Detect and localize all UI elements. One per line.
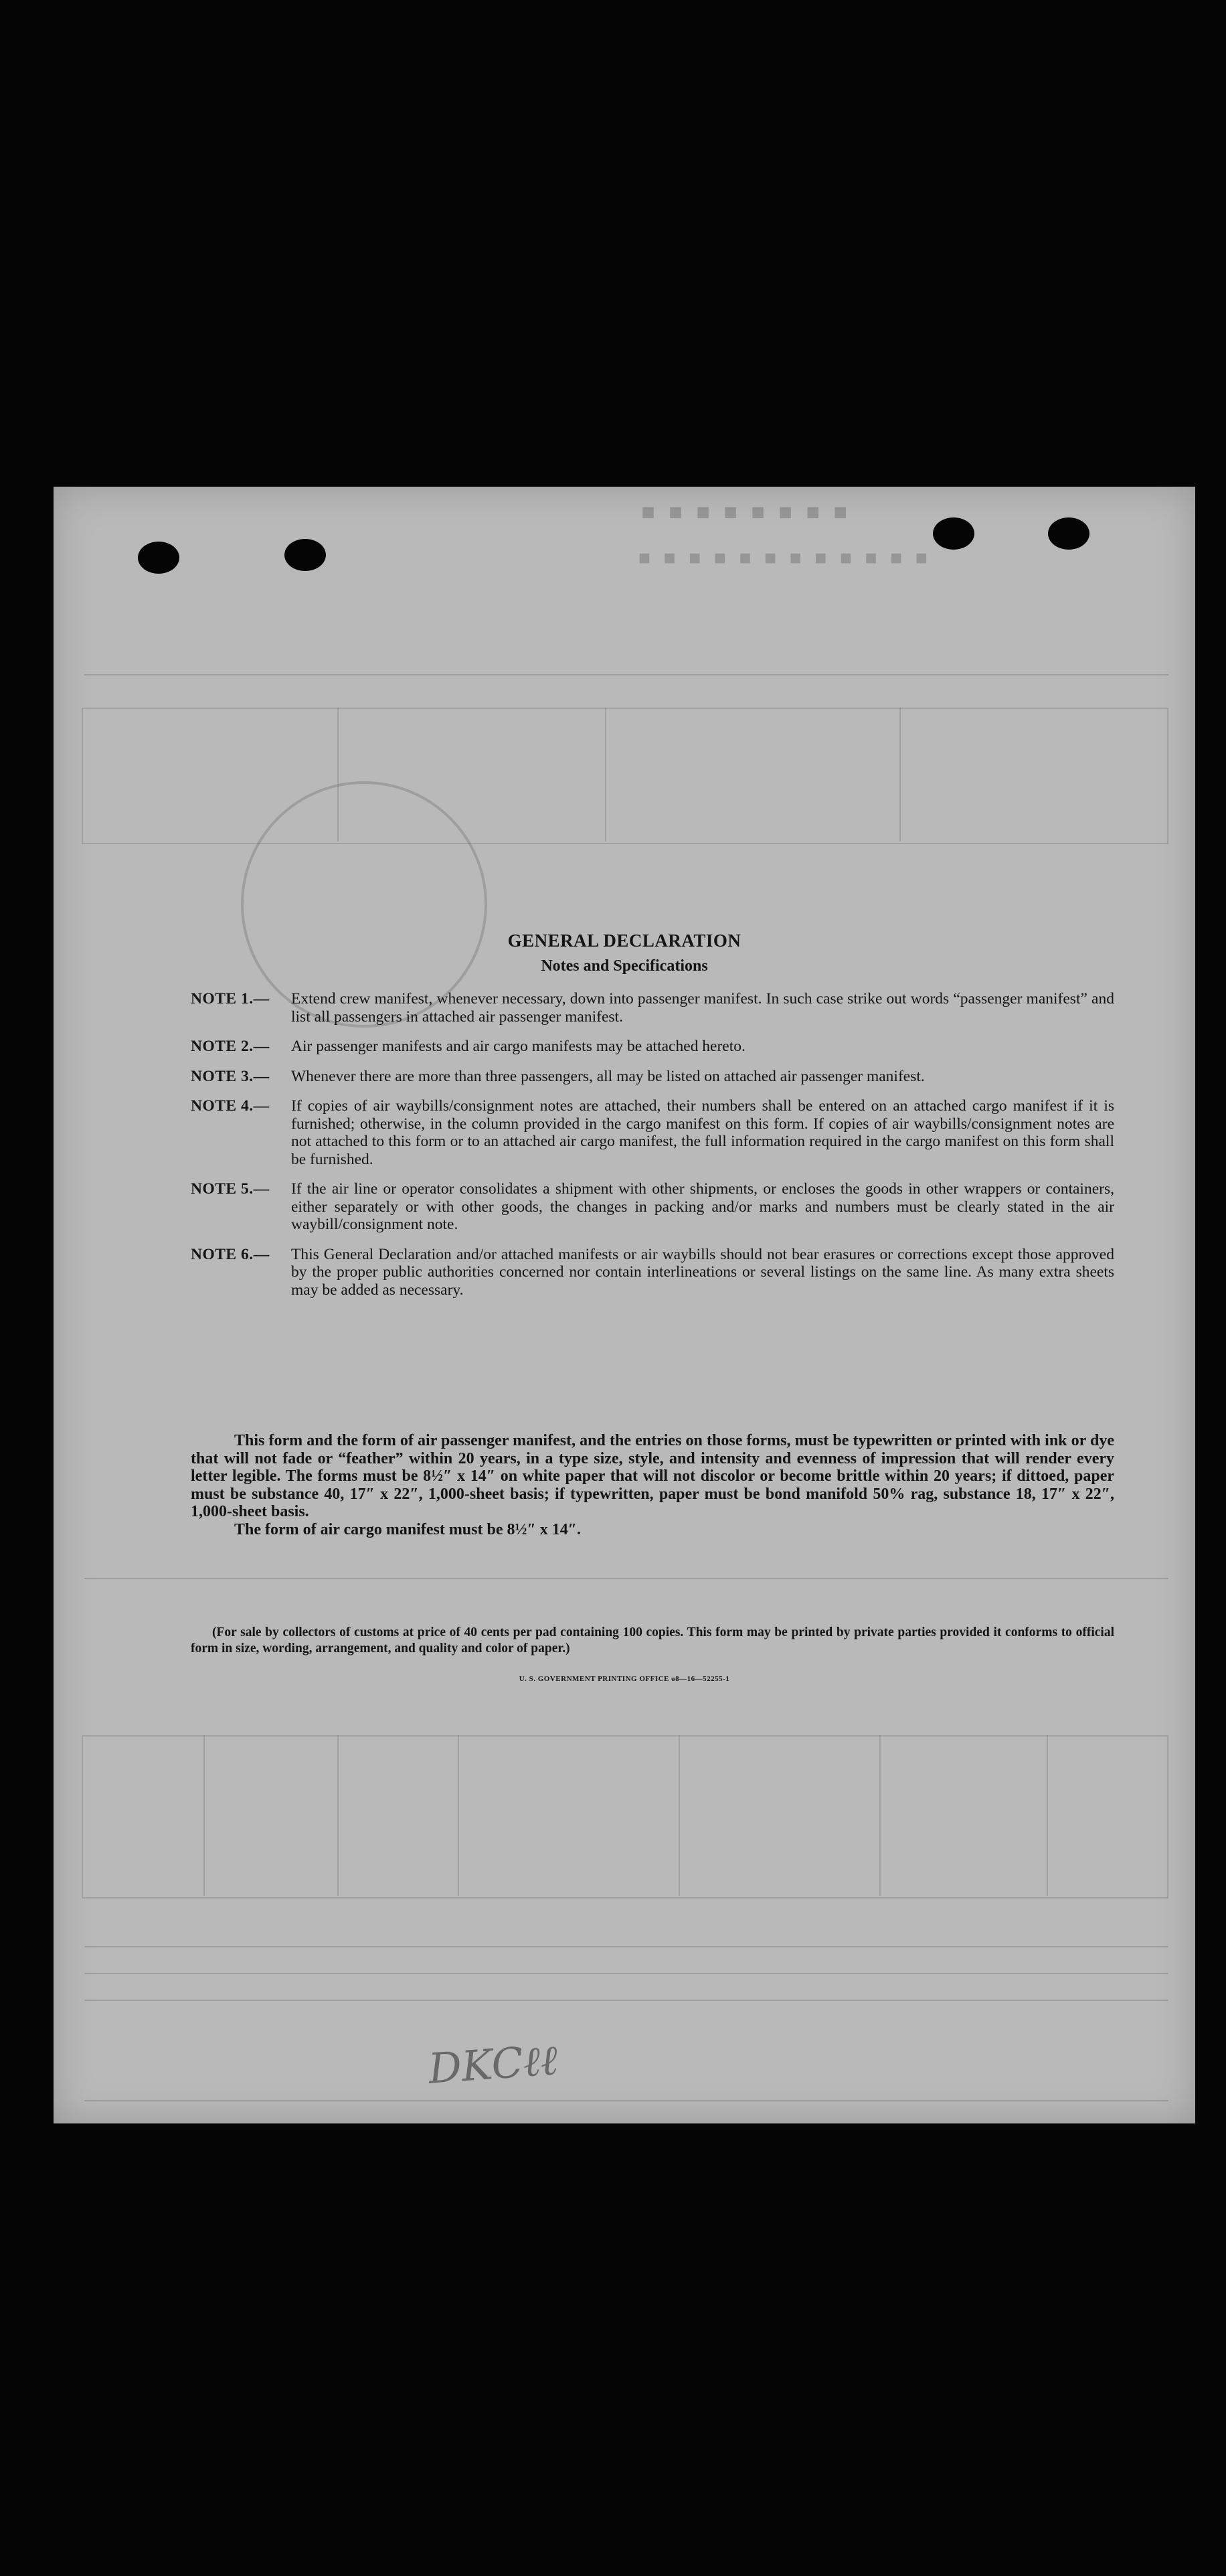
note-label: NOTE 6.— — [191, 1245, 270, 1263]
note-label: NOTE 4.— — [191, 1097, 270, 1115]
note-6 — [191, 1246, 1114, 1299]
note-label: NOTE 1.— — [191, 990, 270, 1008]
printer-imprint: U. S. GOVERNMENT PRINTING OFFICE o8—16—52255-1 — [519, 1675, 730, 1683]
note-4 — [191, 1097, 1114, 1168]
note-text: Whenever there are more than three passengers, all may be listed on attached air passenger manifest. — [291, 1067, 925, 1085]
signature-mark: DKCℓℓ — [426, 2035, 559, 2093]
form-specification — [191, 1432, 1114, 1538]
specification-text: This form and the form of air passenger manifest, and the entries on those forms, must be typewritten or printed with ink or dye that will not fade or “feather” within 20 years, in a type size, style, and intensity and evenness of impression that will render every letter legible. The forms must be 8½″ x 14″ on white paper that will not discolor or become brittle within 20 years; if dittoed, paper must be substance 40, 17″ x 22″, 1,000-sheet basis; if typewritten, paper must be bond manifold 50% rag, substance 18, 17″ x 22″, 1,000-sheet basis. — [191, 1432, 1114, 1520]
document-page — [54, 487, 1195, 2123]
note-text: If copies of air waybills/consignment notes are attached, their numbers shall be entered on an attached cargo manifest if it is furnished; otherwise, in the column provided in the cargo manifest on this form. If copies of air waybills/consignment notes are not attached to this form or to an attached air cargo manifest, the full information required in the cargo manifest on this form shall be furnished. — [291, 1097, 1114, 1168]
note-label: NOTE 5.— — [191, 1180, 270, 1198]
document-title: GENERAL DECLARATION — [507, 931, 741, 951]
note-text: Extend crew manifest, whenever necessary, down into passenger manifest. In such case strike out words “passenger manifest” and list all passengers in attached air passenger manifest. — [291, 990, 1114, 1026]
bleed-through-reverse-side: ■ ■ ■ ■ ■ ■ ■ ■ ■ ■ ■ ■ ■ ■ ■ ■ ■ ■ ■ ■ — [54, 487, 1195, 2123]
sale-notice: (For sale by collectors of customs at price of 40 cents per pad containing 100 copies. This form may be printed by private parties provided it conforms to official form in size, wording, arrangement, and quality and color of paper.) — [191, 1625, 1114, 1656]
note-label: NOTE 2.— — [191, 1038, 270, 1055]
note-3 — [191, 1068, 1114, 1086]
note-5 — [191, 1180, 1114, 1234]
declaration-notes — [54, 487, 1195, 2123]
specification-cargo-size: The form of air cargo manifest must be 8½″ x 14″. — [234, 1520, 581, 1538]
document-subtitle: Notes and Specifications — [541, 957, 708, 975]
note-2 — [191, 1038, 1114, 1056]
notes-list — [191, 990, 1114, 1311]
note-text: If the air line or operator consolidates a shipment with other shipments, or encloses the goods in other wrappers or containers, either separately or with other goods, the changes in packing and/or marks and numbers must be clearly stated in the air waybill/consignment note. — [291, 1180, 1114, 1233]
note-1 — [191, 990, 1114, 1026]
note-text: Air passenger manifests and air cargo manifests may be attached hereto. — [291, 1038, 746, 1055]
note-label: NOTE 3.— — [191, 1067, 270, 1085]
note-text: This General Declaration and/or attached manifests or air waybills should not bear erasures or corrections except those approved by the proper public authorities concerned nor contain interlineations or several listings on the same line. As many extra sheets may be added as necessary. — [291, 1245, 1114, 1299]
